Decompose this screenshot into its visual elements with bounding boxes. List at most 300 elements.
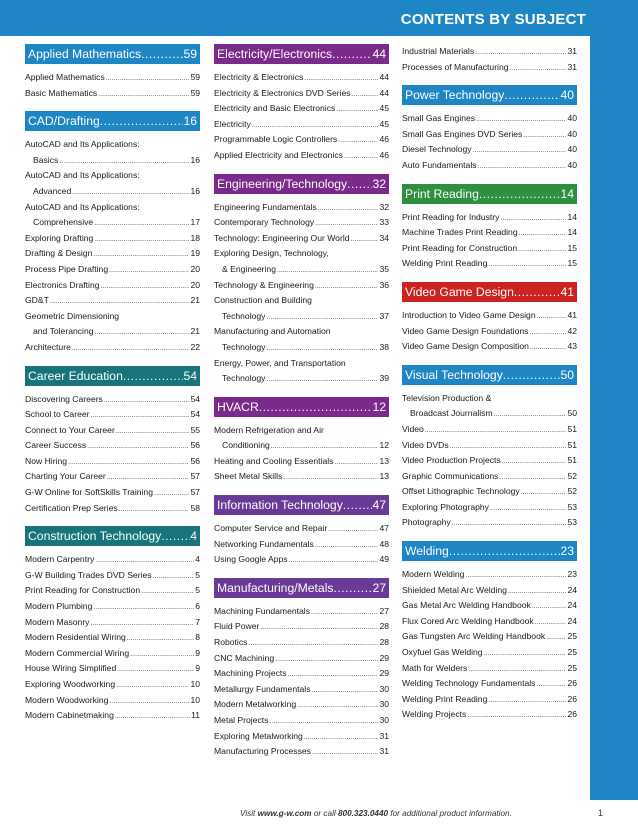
dot-leader xyxy=(87,439,189,454)
section-header[interactable] xyxy=(214,174,389,194)
item-title: Applied Mathematics xyxy=(25,72,105,82)
list-item[interactable] xyxy=(402,422,577,438)
dot-leader xyxy=(72,185,189,200)
item-continuation xyxy=(214,262,389,278)
dot-leader xyxy=(504,85,560,105)
section-page-number: 47 xyxy=(372,498,386,513)
item-page-number: 38 xyxy=(379,341,389,352)
item-page-number: 49 xyxy=(379,554,389,565)
item-page-number: 30 xyxy=(379,699,389,710)
list-item[interactable] xyxy=(402,60,577,76)
dot-leader xyxy=(519,226,567,241)
subject-section xyxy=(214,495,389,568)
dot-leader xyxy=(275,652,378,667)
dot-leader xyxy=(93,600,194,615)
dot-leader xyxy=(344,149,378,164)
item-title: Modern Welding xyxy=(402,569,465,580)
list-item[interactable] xyxy=(214,697,389,713)
item-page-number: 40 xyxy=(567,128,577,139)
section-header[interactable] xyxy=(402,282,577,302)
dot-leader xyxy=(248,636,378,651)
item-continuation xyxy=(25,184,200,200)
dot-leader xyxy=(334,578,373,598)
list-item[interactable] xyxy=(25,661,200,677)
item-page-number: 5 xyxy=(195,569,200,580)
list-item[interactable] xyxy=(402,661,577,677)
list-item[interactable] xyxy=(25,262,200,278)
dot-leader xyxy=(530,340,567,355)
dot-leader xyxy=(161,526,190,546)
item-title: Geometric Dimensioning xyxy=(25,310,120,321)
item-title: Now Hiring xyxy=(25,455,68,466)
list-item[interactable] xyxy=(402,391,577,422)
item-title-cont: Technology xyxy=(222,341,266,352)
item-page-number: 4 xyxy=(195,554,200,565)
list-item[interactable] xyxy=(214,713,389,729)
dot-leader xyxy=(318,201,379,216)
item-title-cont: Advanced xyxy=(33,185,72,196)
list-item[interactable] xyxy=(25,708,200,724)
list-item[interactable] xyxy=(25,552,200,568)
item-page-number: 44 xyxy=(379,72,389,82)
list-item[interactable] xyxy=(402,676,577,692)
dot-leader xyxy=(266,310,378,325)
list-item[interactable] xyxy=(214,454,389,470)
list-item[interactable] xyxy=(25,630,200,646)
item-page-number: 59 xyxy=(190,72,200,82)
item-title: Architecture xyxy=(25,341,71,352)
dot-leader xyxy=(518,242,566,257)
dot-leader xyxy=(59,154,189,169)
section-header[interactable] xyxy=(25,526,200,546)
item-page-number: 40 xyxy=(567,144,577,155)
item-page-number: 45 xyxy=(379,118,389,129)
item-page-number: 31 xyxy=(379,746,389,757)
item-page-number: 31 xyxy=(567,46,577,56)
dot-leader xyxy=(277,263,378,278)
section-header[interactable] xyxy=(214,495,389,515)
dot-leader xyxy=(484,646,567,661)
item-page-number: 13 xyxy=(379,455,389,466)
dot-leader xyxy=(266,341,378,356)
dot-leader xyxy=(546,630,566,645)
list-item[interactable] xyxy=(214,682,389,698)
item-title: Networking Fundamentals xyxy=(214,538,314,549)
footer-post: for additional product information. xyxy=(388,809,512,818)
list-item[interactable] xyxy=(25,246,200,262)
list-item[interactable] xyxy=(25,677,200,693)
item-page-number: 28 xyxy=(379,621,389,632)
item-page-number: 7 xyxy=(195,616,200,627)
dot-leader xyxy=(311,605,378,620)
dot-leader xyxy=(98,87,189,102)
item-continuation xyxy=(402,406,577,422)
item-title: Exploring Drafting xyxy=(25,232,94,243)
item-page-number: 40 xyxy=(567,159,577,170)
section-title: Manufacturing/Metals xyxy=(217,580,334,595)
item-title: Graphic Communications xyxy=(402,470,499,481)
dot-leader xyxy=(101,279,190,294)
item-page-number: 50 xyxy=(567,408,577,419)
subject-section xyxy=(214,174,389,387)
item-title: Machine Trades Print Reading xyxy=(402,227,518,238)
list-item[interactable] xyxy=(402,256,577,272)
dot-leader xyxy=(468,662,566,677)
item-title: Industrial Materials xyxy=(402,46,475,56)
section-title: Visual Technology xyxy=(405,367,503,382)
dot-leader xyxy=(154,486,189,501)
item-title: Print Reading for Construction xyxy=(25,585,141,596)
list-item[interactable] xyxy=(402,210,577,226)
section-header[interactable] xyxy=(25,111,200,131)
item-title: Process Pipe Drafting xyxy=(25,263,109,274)
item-page-number: 14 xyxy=(567,227,577,238)
dot-leader xyxy=(109,263,189,278)
item-page-number: 29 xyxy=(379,652,389,663)
item-title-cont: Broadcast Journalism xyxy=(410,408,493,419)
list-item[interactable] xyxy=(402,438,577,454)
dot-leader xyxy=(304,730,379,745)
dot-leader xyxy=(100,111,184,131)
item-page-number: 24 xyxy=(567,600,577,611)
list-item[interactable] xyxy=(25,168,200,199)
list-item[interactable] xyxy=(25,599,200,615)
dot-leader xyxy=(338,133,378,148)
dot-leader xyxy=(91,408,190,423)
list-item[interactable] xyxy=(402,453,577,469)
list-item[interactable] xyxy=(402,127,577,143)
list-item[interactable] xyxy=(402,241,577,257)
item-title: AutoCAD and Its Applications: xyxy=(25,139,140,150)
item-page-number: 18 xyxy=(190,232,200,243)
list-item[interactable] xyxy=(214,729,389,745)
list-item[interactable] xyxy=(214,552,389,568)
item-title: Energy, Power, and Transportation xyxy=(214,357,346,368)
section-page-number: 4 xyxy=(190,529,197,544)
section-page-number: 40 xyxy=(560,88,574,103)
subject-section xyxy=(25,526,200,724)
section-header[interactable] xyxy=(25,366,200,386)
list-item[interactable] xyxy=(402,339,577,355)
list-item[interactable] xyxy=(214,744,389,760)
item-continuation xyxy=(25,324,200,340)
item-page-number: 16 xyxy=(190,154,200,165)
item-title: Certification Prep Series xyxy=(25,502,118,513)
item-page-number: 36 xyxy=(379,279,389,290)
subject-section xyxy=(25,111,200,355)
item-page-number: 44 xyxy=(379,87,389,98)
item-page-number: 9 xyxy=(195,647,200,658)
section-header[interactable] xyxy=(402,541,577,561)
item-title: Discovering Careers xyxy=(25,393,103,404)
list-item[interactable] xyxy=(25,309,200,340)
list-item[interactable] xyxy=(25,438,200,454)
item-title: Welding Technology Fundamentals xyxy=(402,678,536,689)
list-item[interactable] xyxy=(25,278,200,294)
item-title: Video xyxy=(402,423,424,434)
dot-leader xyxy=(94,216,189,231)
dot-leader xyxy=(425,423,567,438)
list-item[interactable] xyxy=(25,485,200,501)
item-page-number: 52 xyxy=(567,470,577,481)
item-title: G-W Building Trades DVD Series xyxy=(25,569,152,580)
item-page-number: 54 xyxy=(190,393,200,404)
dot-leader xyxy=(521,485,567,500)
list-item[interactable] xyxy=(214,635,389,651)
list-item[interactable] xyxy=(25,137,200,168)
list-item[interactable] xyxy=(402,598,577,614)
list-item[interactable] xyxy=(402,111,577,127)
item-title: Auto Fundamentals xyxy=(402,159,477,170)
section-page-number: 59 xyxy=(183,47,197,61)
dot-leader xyxy=(252,118,379,133)
item-title: Gas Metal Arc Welding Handbook xyxy=(402,600,531,611)
section-header[interactable] xyxy=(214,578,389,598)
dot-leader xyxy=(304,71,378,86)
list-item[interactable] xyxy=(214,619,389,635)
page-title: CONTENTS BY SUBJECT xyxy=(400,11,586,28)
item-page-number: 51 xyxy=(567,439,577,450)
item-page-number: 40 xyxy=(567,113,577,124)
item-title-cont: Comprehensive xyxy=(33,217,94,228)
list-item[interactable] xyxy=(25,454,200,470)
list-item[interactable] xyxy=(214,537,389,553)
list-item[interactable] xyxy=(25,646,200,662)
list-item[interactable] xyxy=(402,308,577,324)
list-item[interactable] xyxy=(214,324,389,355)
list-item[interactable] xyxy=(214,278,389,294)
item-page-number: 57 xyxy=(190,487,200,498)
list-item[interactable] xyxy=(214,651,389,667)
dot-leader xyxy=(537,309,567,324)
list-item[interactable] xyxy=(25,423,200,439)
item-title-cont: Conditioning xyxy=(222,440,270,451)
item-page-number: 48 xyxy=(379,538,389,549)
item-page-number: 6 xyxy=(195,601,200,612)
list-item[interactable] xyxy=(214,132,389,148)
list-item[interactable] xyxy=(25,231,200,247)
item-title: Construction and Building xyxy=(214,295,312,306)
item-title: Introduction to Video Game Design xyxy=(402,309,536,320)
dot-leader xyxy=(336,102,378,117)
item-page-number: 26 xyxy=(567,709,577,720)
list-item[interactable] xyxy=(214,231,389,247)
list-item[interactable] xyxy=(214,148,389,164)
dot-leader xyxy=(109,694,189,709)
item-title: Exploring Photography xyxy=(402,501,489,512)
list-item[interactable] xyxy=(214,604,389,620)
dot-leader xyxy=(119,502,190,517)
list-item[interactable] xyxy=(402,692,577,708)
dot-leader xyxy=(283,470,378,485)
list-item[interactable] xyxy=(214,101,389,117)
list-item[interactable] xyxy=(402,324,577,340)
item-title: Shielded Metal Arc Welding xyxy=(402,584,507,595)
item-title: Metallurgy Fundamentals xyxy=(214,683,311,694)
list-item[interactable] xyxy=(214,246,389,277)
list-item[interactable] xyxy=(402,158,577,174)
item-page-number: 28 xyxy=(379,637,389,648)
item-page-number: 15 xyxy=(567,258,577,269)
section-page-number: 16 xyxy=(183,114,197,129)
dot-leader xyxy=(529,325,566,340)
list-item[interactable] xyxy=(25,693,200,709)
list-item[interactable] xyxy=(214,423,389,454)
section-title: Information Technology xyxy=(217,498,343,513)
item-page-number: 24 xyxy=(567,615,577,626)
item-page-number: 10 xyxy=(190,694,200,705)
dot-leader xyxy=(494,407,567,422)
list-item[interactable] xyxy=(214,70,389,86)
list-item[interactable] xyxy=(214,521,389,537)
list-item[interactable] xyxy=(402,500,577,516)
list-item[interactable] xyxy=(402,629,577,645)
list-item[interactable] xyxy=(25,293,200,309)
item-title-cont: Basics xyxy=(33,154,59,165)
dot-leader xyxy=(266,372,378,387)
item-title: Machining Projects xyxy=(214,668,287,679)
section-title: Welding xyxy=(405,544,449,559)
dot-leader xyxy=(343,495,373,515)
item-page-number: 8 xyxy=(195,632,200,643)
subject-section xyxy=(402,541,577,723)
dot-leader xyxy=(115,709,190,724)
item-title: Machining Fundamentals xyxy=(214,605,311,616)
list-item[interactable] xyxy=(402,567,577,583)
section-title: CAD/Drafting xyxy=(28,114,100,129)
dot-leader xyxy=(488,257,566,272)
item-title: Welding Projects xyxy=(402,709,467,720)
dot-leader xyxy=(465,568,566,583)
column-1 xyxy=(25,44,200,734)
item-page-number: 14 xyxy=(567,211,577,222)
section-header[interactable] xyxy=(402,184,577,204)
section-title: Applied Mathematics xyxy=(28,47,142,61)
item-title: Charting Your Career xyxy=(25,471,106,482)
item-page-number: 53 xyxy=(567,501,577,512)
item-title: Video Game Design Foundations xyxy=(402,325,529,336)
list-item[interactable] xyxy=(25,392,200,408)
item-title: Modern Carpentry xyxy=(25,554,95,565)
item-page-number: 51 xyxy=(567,455,577,466)
column-3 xyxy=(402,44,577,733)
item-page-number: 20 xyxy=(190,263,200,274)
list-item[interactable] xyxy=(214,86,389,102)
item-page-number: 26 xyxy=(567,693,577,704)
item-title: G-W Online for SoftSkills Training xyxy=(25,487,153,498)
section-header[interactable] xyxy=(214,44,389,64)
item-page-number: 22 xyxy=(190,341,200,352)
dot-leader xyxy=(488,693,566,708)
dot-leader xyxy=(499,470,566,485)
dot-leader xyxy=(116,678,189,693)
list-item[interactable] xyxy=(25,615,200,631)
list-item[interactable] xyxy=(214,356,389,387)
list-item[interactable] xyxy=(402,614,577,630)
list-item[interactable] xyxy=(214,200,389,216)
item-title: Exploring Design, Technology, xyxy=(214,248,329,259)
list-item[interactable] xyxy=(402,484,577,500)
item-title: Technology & Engineering xyxy=(214,279,314,290)
item-page-number: 5 xyxy=(195,585,200,596)
section-header[interactable] xyxy=(402,85,577,105)
list-item[interactable] xyxy=(25,407,200,423)
item-title: Print Reading for Construction xyxy=(402,242,518,253)
item-title: Using Google Apps xyxy=(214,554,288,565)
item-title: Manufacturing Processes xyxy=(214,746,311,757)
list-item[interactable] xyxy=(402,645,577,661)
item-page-number: 27 xyxy=(379,605,389,616)
dot-leader xyxy=(502,454,567,469)
list-item[interactable] xyxy=(25,583,200,599)
item-continuation xyxy=(25,215,200,231)
item-page-number: 31 xyxy=(379,730,389,741)
item-title: Gas Tungsten Arc Welding Handbook xyxy=(402,631,546,642)
list-item[interactable] xyxy=(214,293,389,324)
list-item[interactable] xyxy=(402,707,577,723)
item-page-number: 21 xyxy=(190,295,200,306)
list-item[interactable] xyxy=(25,501,200,517)
item-page-number: 33 xyxy=(379,217,389,228)
list-item[interactable] xyxy=(402,515,577,531)
item-page-number: 25 xyxy=(567,631,577,642)
footer-note xyxy=(240,809,512,818)
item-title: Basic Mathematics xyxy=(25,87,98,98)
list-item[interactable] xyxy=(25,70,200,86)
section-header[interactable] xyxy=(402,365,577,385)
list-item[interactable] xyxy=(214,666,389,682)
section-header[interactable] xyxy=(25,44,200,64)
list-item[interactable] xyxy=(214,469,389,485)
item-title: Connect to Your Career xyxy=(25,424,115,435)
item-title: Welding Print Reading xyxy=(402,258,488,269)
dot-leader xyxy=(271,439,379,454)
list-item[interactable] xyxy=(402,142,577,158)
item-title: Computer Service and Repair xyxy=(214,523,328,534)
item-page-number: 47 xyxy=(379,523,389,534)
item-title: Career Success xyxy=(25,440,87,451)
item-title: Flux Cored Arc Welding Handbook xyxy=(402,615,534,626)
list-item[interactable] xyxy=(402,583,577,599)
item-page-number: 23 xyxy=(567,569,577,580)
footer-website-link[interactable]: www.g-w.com xyxy=(257,809,312,818)
list-item[interactable] xyxy=(402,225,577,241)
dot-leader xyxy=(328,522,378,537)
item-title: GD&T xyxy=(25,295,49,306)
dot-leader xyxy=(351,232,379,247)
dot-leader xyxy=(68,455,189,470)
item-continuation xyxy=(25,153,200,169)
item-page-number: 11 xyxy=(191,710,200,721)
section-header[interactable] xyxy=(214,397,389,417)
list-item[interactable] xyxy=(25,568,200,584)
item-page-number: 56 xyxy=(190,455,200,466)
dot-leader xyxy=(93,247,189,262)
list-item[interactable] xyxy=(214,215,389,231)
list-item[interactable] xyxy=(25,86,200,102)
dot-leader xyxy=(259,397,373,417)
item-page-number: 58 xyxy=(190,502,200,513)
list-item[interactable] xyxy=(214,117,389,133)
dot-leader xyxy=(297,698,378,713)
list-item[interactable] xyxy=(402,469,577,485)
list-item[interactable] xyxy=(402,44,577,60)
item-page-number: 51 xyxy=(567,423,577,434)
list-item[interactable] xyxy=(25,200,200,231)
list-item[interactable] xyxy=(25,469,200,485)
item-page-number: 26 xyxy=(567,678,577,689)
list-item[interactable] xyxy=(25,340,200,356)
